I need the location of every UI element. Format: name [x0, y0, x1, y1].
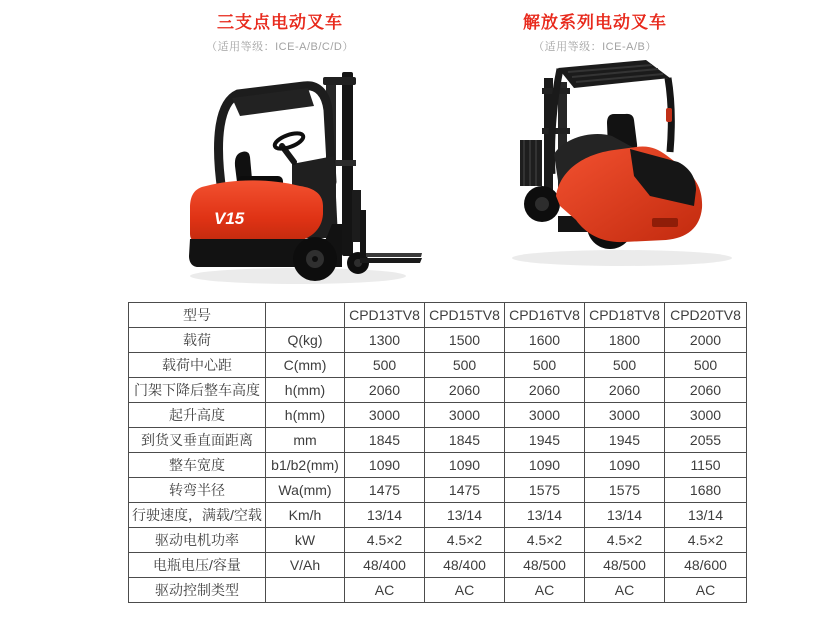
spec-unit-cell: Wa(mm) [266, 478, 345, 503]
spec-value-cell: 13/14 [425, 503, 505, 528]
spec-label-cell: 驱动控制类型 [129, 578, 266, 603]
product-title-three-point: 三支点电动叉车 [217, 13, 343, 32]
product-subtitle-jiefang: （适用等级：ICE-A/B） [533, 41, 657, 53]
spec-value-cell: 4.5×2 [665, 528, 747, 553]
spec-row [129, 403, 747, 428]
spec-header-label: 型号 [129, 303, 266, 328]
product-header-three-point [130, 8, 430, 54]
spec-label-cell: 行驶速度，满载/空载 [129, 503, 266, 528]
spec-row [129, 428, 747, 453]
spec-value-cell: 2060 [505, 378, 585, 403]
spec-value-cell: 500 [665, 353, 747, 378]
spec-value-cell: 48/600 [665, 553, 747, 578]
spec-row [129, 528, 747, 553]
spec-value-cell: 4.5×2 [425, 528, 505, 553]
spec-unit-cell: kW [266, 528, 345, 553]
spec-value-cell: AC [505, 578, 585, 603]
spec-value-cell: 2000 [665, 328, 747, 353]
spec-value-cell: AC [585, 578, 665, 603]
spec-value-cell: 4.5×2 [585, 528, 665, 553]
spec-header-unit [266, 303, 345, 328]
spec-table [128, 302, 747, 603]
spec-row [129, 478, 747, 503]
spec-value-cell: 2055 [665, 428, 747, 453]
spec-value-cell: 2060 [585, 378, 665, 403]
spec-label-cell: 门架下降后整车高度 [129, 378, 266, 403]
spec-value-cell: 3000 [345, 403, 425, 428]
spec-unit-cell: V/Ah [266, 553, 345, 578]
spec-label-cell: 转弯半径 [129, 478, 266, 503]
spec-unit-cell: Q(kg) [266, 328, 345, 353]
spec-value-cell: 1500 [425, 328, 505, 353]
spec-value-cell: 1845 [345, 428, 425, 453]
spec-label-cell: 起升高度 [129, 403, 266, 428]
spec-value-cell: 13/14 [585, 503, 665, 528]
spec-row [129, 553, 747, 578]
spec-value-cell: AC [665, 578, 747, 603]
spec-value-cell: 3000 [425, 403, 505, 428]
spec-value-cell: 1600 [505, 328, 585, 353]
spec-value-cell: 1475 [425, 478, 505, 503]
spec-value-cell: 1575 [585, 478, 665, 503]
spec-value-cell: 13/14 [505, 503, 585, 528]
spec-table-body [129, 328, 747, 603]
spec-value-cell: 4.5×2 [345, 528, 425, 553]
spec-value-cell: 13/14 [665, 503, 747, 528]
spec-value-cell: 2060 [345, 378, 425, 403]
spec-value-cell: 13/14 [345, 503, 425, 528]
spec-value-cell: 1575 [505, 478, 585, 503]
spec-value-cell: 1475 [345, 478, 425, 503]
spec-value-cell: 1090 [505, 453, 585, 478]
spec-unit-cell [266, 578, 345, 603]
spec-value-cell: 1945 [505, 428, 585, 453]
spec-table-header-row [129, 303, 747, 328]
spec-row [129, 328, 747, 353]
spec-unit-cell: Km/h [266, 503, 345, 528]
spec-row [129, 453, 747, 478]
product-header-jiefang [445, 8, 745, 54]
spec-value-cell: 3000 [585, 403, 665, 428]
forklift-image-jiefang [500, 56, 752, 272]
spec-row [129, 378, 747, 403]
spec-value-cell: 1090 [345, 453, 425, 478]
spec-label-cell: 载荷中心距 [129, 353, 266, 378]
spec-value-cell: 1150 [665, 453, 747, 478]
spec-label-cell: 到货叉垂直面距离 [129, 428, 266, 453]
forklift-image-three-point [176, 64, 426, 290]
spec-value-cell: 3000 [505, 403, 585, 428]
spec-header-model: CPD13TV8 [345, 303, 425, 328]
spec-label-cell: 载荷 [129, 328, 266, 353]
spec-value-cell: 1800 [585, 328, 665, 353]
spec-value-cell: 1090 [425, 453, 505, 478]
product-title-jiefang: 解放系列电动叉车 [523, 13, 667, 32]
spec-value-cell: 3000 [665, 403, 747, 428]
spec-header-model: CPD18TV8 [585, 303, 665, 328]
spec-value-cell: 48/400 [345, 553, 425, 578]
spec-value-cell: 1845 [425, 428, 505, 453]
spec-value-cell: AC [345, 578, 425, 603]
spec-value-cell: 48/500 [585, 553, 665, 578]
spec-header-model: CPD20TV8 [665, 303, 747, 328]
spec-value-cell: 500 [505, 353, 585, 378]
spec-label-cell: 电瓶电压/容量 [129, 553, 266, 578]
spec-unit-cell: mm [266, 428, 345, 453]
spec-unit-cell: h(mm) [266, 378, 345, 403]
spec-value-cell: 1300 [345, 328, 425, 353]
spec-label-cell: 整车宽度 [129, 453, 266, 478]
spec-value-cell: 1090 [585, 453, 665, 478]
spec-row [129, 353, 747, 378]
forklift-illustration-left [176, 64, 426, 290]
spec-label-cell: 驱动电机功率 [129, 528, 266, 553]
forklift-illustration-right [500, 56, 752, 272]
spec-value-cell: 2060 [425, 378, 505, 403]
spec-header-model: CPD15TV8 [425, 303, 505, 328]
forklift-model-badge: V15 [214, 209, 245, 228]
spec-value-cell: 1680 [665, 478, 747, 503]
spec-value-cell: 500 [585, 353, 665, 378]
spec-value-cell: 48/500 [505, 553, 585, 578]
spec-header-model: CPD16TV8 [505, 303, 585, 328]
spec-row [129, 578, 747, 603]
product-subtitle-three-point: （适用等级：ICE-A/B/C/D） [206, 41, 354, 53]
spec-row [129, 503, 747, 528]
spec-value-cell: AC [425, 578, 505, 603]
spec-value-cell: 500 [345, 353, 425, 378]
spec-value-cell: 48/400 [425, 553, 505, 578]
spec-value-cell: 500 [425, 353, 505, 378]
spec-value-cell: 1945 [585, 428, 665, 453]
spec-value-cell: 2060 [665, 378, 747, 403]
spec-unit-cell: h(mm) [266, 403, 345, 428]
spec-unit-cell: C(mm) [266, 353, 345, 378]
spec-value-cell: 4.5×2 [505, 528, 585, 553]
spec-unit-cell: b1/b2(mm) [266, 453, 345, 478]
